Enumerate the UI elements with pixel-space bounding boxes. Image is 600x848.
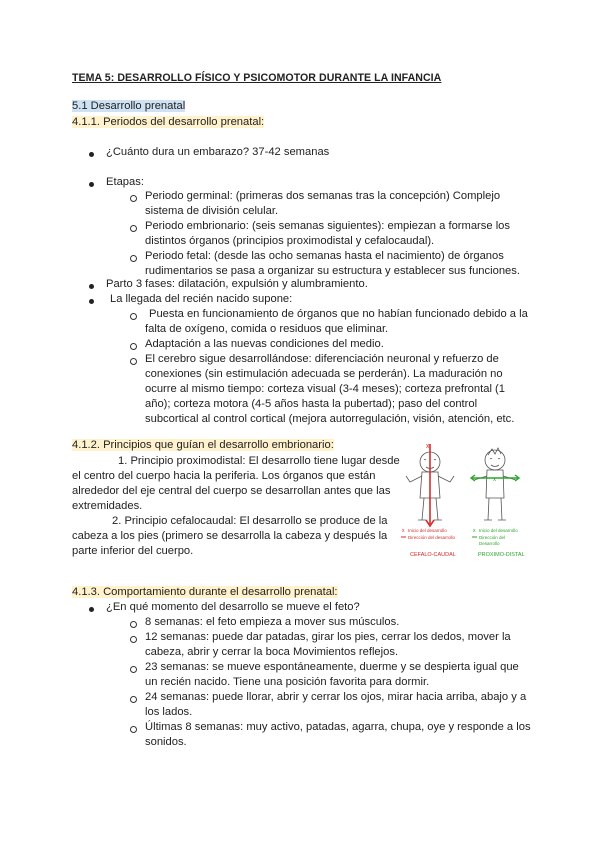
list-item: ocurre al mismo tiempo: corteza visual (3-4 meses); corteza prefrontal (1 <box>145 383 505 395</box>
sub-bullet-icon <box>130 195 137 202</box>
list-item: 12 semanas: puede dar patadas, girar los pies, cerrar los dedos, mover la <box>145 631 511 643</box>
legend-right-line-3: Desarrollo <box>479 541 500 546</box>
paragraph-line: cabeza a los pies (primero se desarrolla la cabeza y después la <box>72 530 388 542</box>
paragraph-line: 1. Principio proximodistal: El desarrollo tiene lugar desde <box>118 455 400 467</box>
sub-bullet-icon <box>130 636 137 643</box>
sub-bullet-icon <box>130 313 137 320</box>
caption-proximodistal: PROXIMO-DISTAL <box>478 552 525 558</box>
section-heading-4-1-3: 4.1.3. Comportamiento durante el desarrollo prenatal: <box>72 586 338 598</box>
list-item: Últimas 8 semanas: muy activo, patadas, agarra, chupa, oye y responde a los <box>145 721 531 733</box>
list-item: subcortical al control cortical (mejora autorregulación, visión, atención, etc. <box>145 413 515 425</box>
sub-bullet-icon <box>130 696 137 703</box>
bullet-icon <box>89 299 94 304</box>
sub-bullet-icon <box>130 358 137 365</box>
list-item: sistema de división celular. <box>145 205 279 217</box>
list-item: Adaptación a las nuevas condiciones del medio. <box>145 338 384 350</box>
bullet-icon <box>89 182 94 187</box>
paragraph-line: alrededor del eje central del cuerpo se desarrollan antes que las <box>72 485 391 497</box>
sub-bullet-icon <box>130 726 137 733</box>
list-item: Parto 3 fases: dilatación, expulsión y alumbramiento. <box>106 278 368 290</box>
bullet-icon <box>89 284 94 289</box>
paragraph-line: parte inferior del cuerpo. <box>72 545 194 557</box>
list-item: La llegada del recién nacido supone: <box>110 293 293 305</box>
list-item: sonidos. <box>145 736 187 748</box>
section-heading-5-1: 5.1 Desarrollo prenatal <box>72 100 186 112</box>
list-item: Puesta en funcionamiento de órganos que no habían funcionado debido a la <box>149 308 528 320</box>
svg-text:x: x <box>402 528 405 534</box>
paragraph-line: extremidades. <box>72 500 143 512</box>
list-item: Periodo embrionario: (seis semanas siguientes): empiezan a formarse los <box>145 220 511 232</box>
list-item: año); corteza motora (4-5 años hasta la pubertad); paso del control <box>145 398 478 410</box>
list-item: conexiones (sin estimulación adecuada se perderán). La maduración no <box>145 368 503 380</box>
list-item: los lados. <box>145 706 193 718</box>
proximodistal-child-illustration <box>474 448 516 520</box>
list-item: Periodo germinal: (primeras dos semanas tras la concepción) Complejo <box>145 190 501 202</box>
sub-bullet-icon <box>130 255 137 262</box>
section-heading-4-1-1: 4.1.1. Periodos del desarrollo prenatal: <box>72 116 265 128</box>
sub-bullet-icon <box>130 666 137 673</box>
list-item: falta de oxígeno, comida o residuos que eliminar. <box>145 323 389 335</box>
list-item: Periodo fetal: (desde las ocho semanas hasta el nacimiento) de órganos <box>145 250 504 262</box>
legend-left-line-2: Dirección del desarrollo <box>408 535 456 540</box>
list-item: ¿En qué momento del desarrollo se mueve el feto? <box>106 601 360 613</box>
list-item: 8 semanas: el feto empieza a mover sus músculos. <box>145 616 400 628</box>
list-item: El cerebro sigue desarrollándose: diferenciación neuronal y refuerzo de <box>145 353 499 365</box>
caption-cephalocaudal: CEFALO-CAUDAL <box>410 552 456 558</box>
paragraph-line: 2. Principio cefalocaudal: El desarrollo se produce de la <box>112 515 388 527</box>
list-item: ¿Cuánto dura un embarazo? 37-42 semanas <box>106 146 330 158</box>
list-item: rudimentarios se pasa a organizar su estructura y establecer sus funciones. <box>145 265 520 277</box>
bullet-icon <box>89 607 94 612</box>
list-item: Etapas: <box>106 176 144 188</box>
svg-text:x: x <box>426 443 430 450</box>
legend-right-line-2: Dirección del <box>479 535 506 540</box>
paragraph-line: el centro del cuerpo hacia la periferia. Los órganos que están <box>72 470 376 482</box>
sub-bullet-icon <box>130 225 137 232</box>
svg-text:x: x <box>493 477 496 483</box>
legend-right-line-1: Inicio del desarrollo <box>479 528 518 533</box>
list-item: un recién nacido. Tiene una posición favorita para dormir. <box>145 676 430 688</box>
list-item: 24 semanas: puede llorar, abrir y cerrar los ojos, mirar hacia arriba, abajo y a <box>145 691 527 703</box>
svg-text:x: x <box>473 528 476 534</box>
list-item: 23 semanas: se mueve espontáneamente, duerme y se despierta igual que <box>145 661 519 673</box>
sub-bullet-icon <box>130 343 137 350</box>
sub-bullet-icon <box>130 621 137 628</box>
development-principles-figure <box>400 440 530 560</box>
bullet-icon <box>89 152 94 157</box>
list-item: cabeza, abrir y cerrar la boca Movimientos reflejos. <box>145 646 399 658</box>
legend-left-line-1: Inicio del desarrollo <box>408 528 447 533</box>
section-heading-4-1-2: 4.1.2. Principios que guían el desarrollo embrionario: <box>72 439 334 451</box>
list-item: distintos órganos (principios proximodistal y cefalocaudal). <box>145 235 435 247</box>
page-title: TEMA 5: DESARROLLO FÍSICO Y PSICOMOTOR DURANTE LA INFANCIA <box>72 72 442 84</box>
